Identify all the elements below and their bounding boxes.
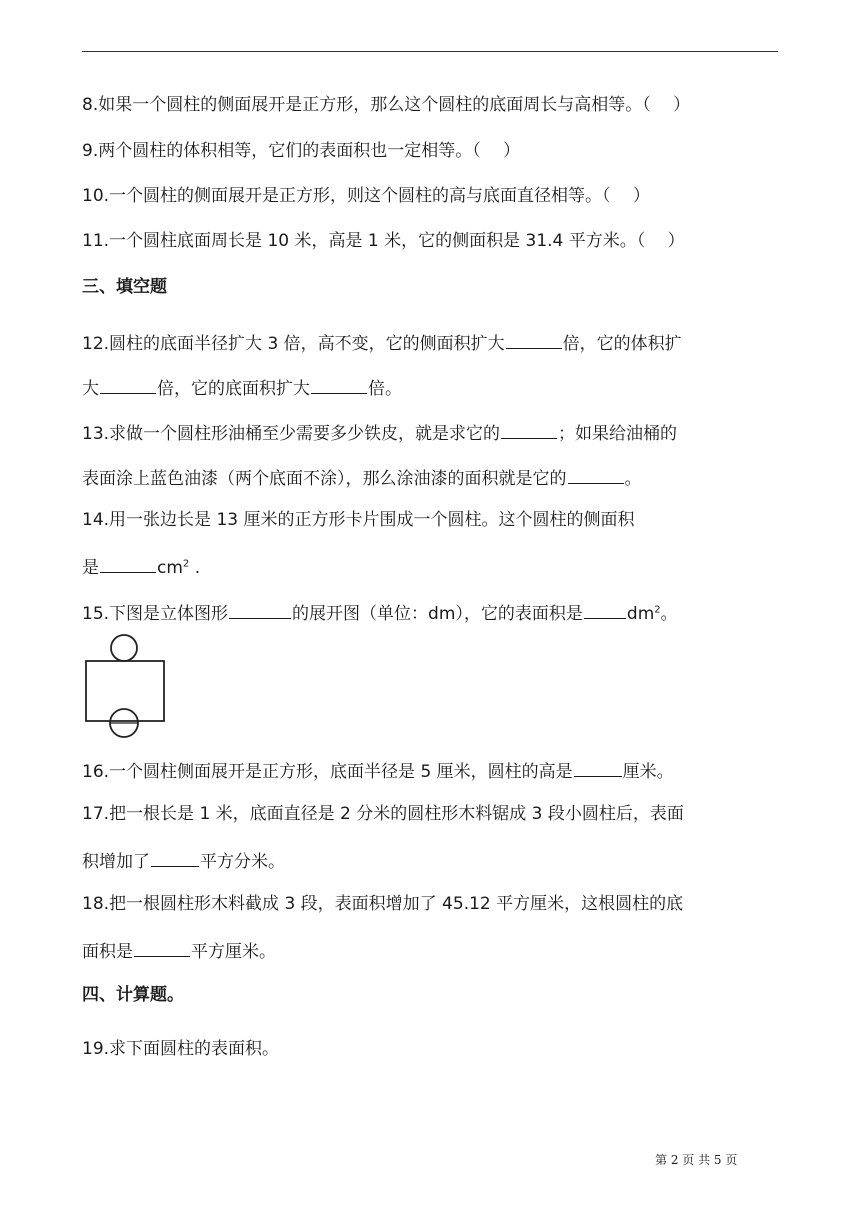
question-18-line-1 xyxy=(82,893,683,915)
q16-text-a: 16.一个圆柱侧面展开是正方形，底面半径是 5 厘米，圆柱的高是 xyxy=(82,762,573,782)
answer-blank[interactable] xyxy=(100,375,156,394)
q12-text-e: 倍。 xyxy=(368,379,402,399)
question-14-line-1 xyxy=(82,509,634,531)
answer-blank[interactable] xyxy=(501,420,557,439)
answer-blank[interactable] xyxy=(506,330,562,349)
q14-unit: cm xyxy=(157,558,183,578)
answer-blank[interactable] xyxy=(134,938,190,957)
page-footer: 第 2 页 共 5 页 xyxy=(655,1153,738,1167)
question-12-line-1 xyxy=(82,330,682,355)
q13-text-d: 。 xyxy=(624,469,642,489)
q17-text-c: 平方分米。 xyxy=(200,852,285,872)
q17-text-a: 17.把一根长是 1 米，底面直径是 2 分米的圆柱形木料锯成 3 段小圆柱后，表面 xyxy=(82,804,684,824)
section-heading-fill-blank: 三、填空题 xyxy=(82,277,167,297)
question-17-line-1 xyxy=(82,803,684,825)
answer-blank[interactable] xyxy=(574,758,622,777)
side-rectangle xyxy=(86,661,164,721)
q15-text-a: 15.下图是立体图形 xyxy=(82,604,229,624)
q18-text-a: 18.把一根圆柱形木料截成 3 段，表面积增加了 45.12 平方厘米，这根圆柱的底 xyxy=(82,894,684,914)
question-13-line-2 xyxy=(82,465,642,490)
cylinder-net-figure xyxy=(80,632,190,742)
q16-text-b: 厘米。 xyxy=(622,762,674,782)
q14-text-d: . xyxy=(189,558,201,578)
q15-unit: dm xyxy=(626,604,655,624)
q13-text-c: 表面涂上蓝色油漆（两个底面不涂），那么涂油漆的面积就是它的 xyxy=(82,469,567,489)
answer-blank[interactable] xyxy=(584,600,626,619)
q18-text-b: 面积是 xyxy=(82,942,133,962)
answer-blank[interactable] xyxy=(311,375,367,394)
question-12-line-2 xyxy=(82,375,402,400)
answer-blank[interactable] xyxy=(100,554,156,573)
question-16 xyxy=(82,758,674,783)
question-19: 19.求下面圆柱的表面积。 xyxy=(82,1039,280,1059)
question-14-line-2 xyxy=(82,554,200,579)
q12-text-a: 12.圆柱的底面半径扩大 3 倍，高不变，它的侧面积扩大 xyxy=(82,334,505,354)
q15-text-d: 。 xyxy=(660,604,678,624)
q15-text-b: 的展开图（单位：dm），它的表面积是 xyxy=(292,604,583,624)
q18-text-c: 平方厘米。 xyxy=(191,942,276,962)
q12-text-d: 倍，它的底面积扩大 xyxy=(157,379,310,399)
top-circle xyxy=(111,635,137,661)
q13-text-a: 13.求做一个圆柱形油桶至少需要多少铁皮，就是求它的 xyxy=(82,424,501,444)
q13-text-b: ；如果给油桶的 xyxy=(558,424,678,444)
q14-text-b: 是 xyxy=(82,558,99,578)
q14-unit-exponent: 2 xyxy=(182,558,190,570)
q14-text-a: 14.用一张边长是 13 厘米的正方形卡片围成一个圆柱。这个圆柱的侧面积 xyxy=(82,510,635,530)
question-18-line-2 xyxy=(82,938,276,963)
question-11: 11.一个圆柱底面周长是 10 米，高是 1 米，它的侧面积是 31.4 平方米。（ ） xyxy=(82,231,685,251)
answer-blank[interactable] xyxy=(151,848,199,867)
question-8: 8.如果一个圆柱的侧面展开是正方形，那么这个圆柱的底面周长与高相等。（ ） xyxy=(82,95,691,115)
q12-text-b: 倍，它的体积扩 xyxy=(562,334,682,354)
answer-blank[interactable] xyxy=(229,600,291,619)
question-15 xyxy=(82,600,678,625)
question-9: 9.两个圆柱的体积相等，它们的表面积也一定相等。（ ） xyxy=(82,141,521,161)
header-rule xyxy=(82,51,778,52)
section-heading-calculation: 四、计算题。 xyxy=(82,985,184,1005)
answer-blank[interactable] xyxy=(568,465,624,484)
question-13-line-1 xyxy=(82,420,677,445)
question-17-line-2 xyxy=(82,848,285,873)
question-10: 10.一个圆柱的侧面展开是正方形，则这个圆柱的高与底面直径相等。（ ） xyxy=(82,186,650,206)
q17-text-b: 积增加了 xyxy=(82,852,150,872)
q15-unit-exponent: 2 xyxy=(654,604,661,616)
q12-text-c: 大 xyxy=(82,379,99,399)
